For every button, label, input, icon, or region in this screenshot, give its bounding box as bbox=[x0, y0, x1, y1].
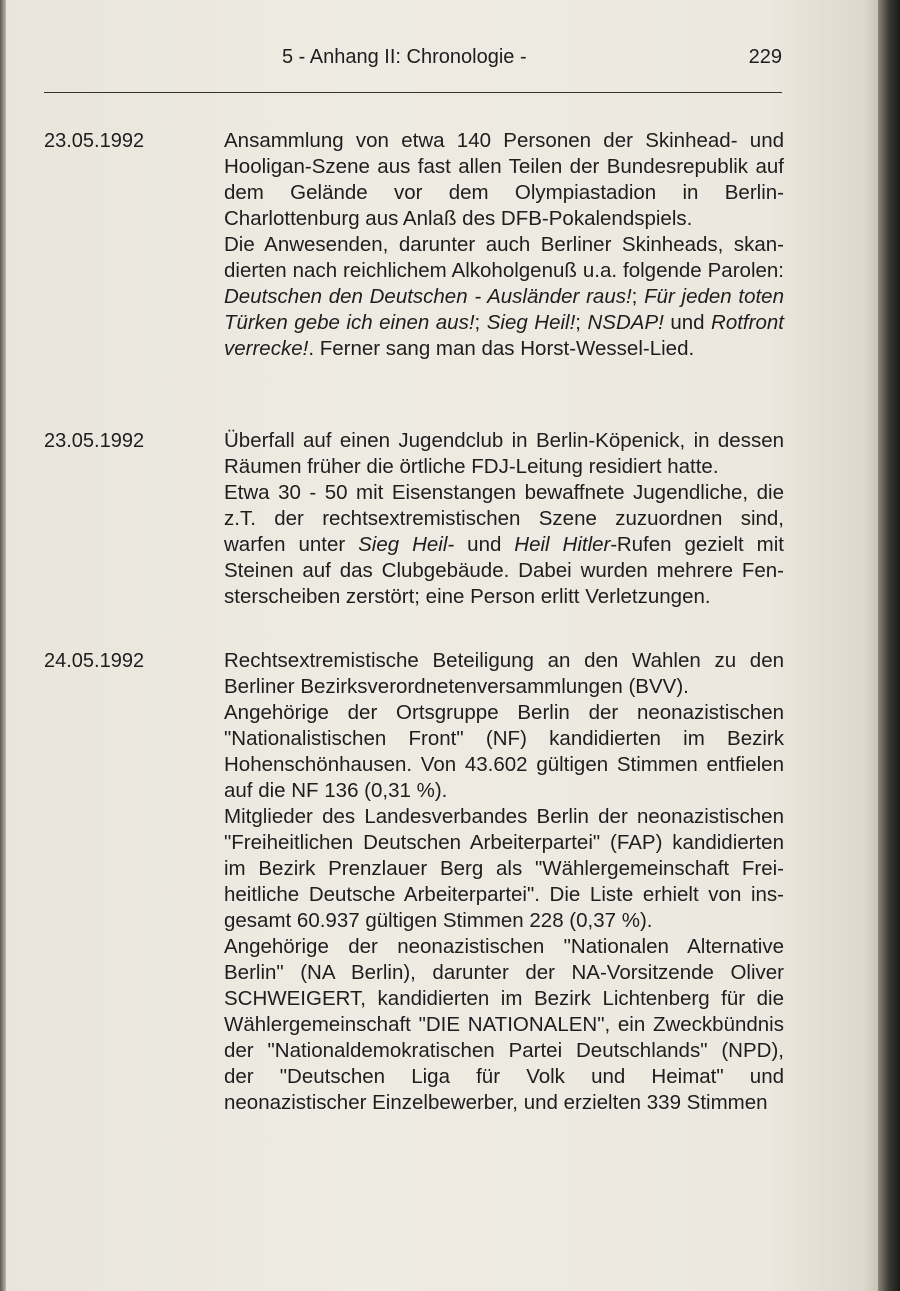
header-title: 5 - Anhang II: Chronologie - bbox=[282, 46, 527, 68]
slogan: Sieg Heil! bbox=[486, 311, 576, 334]
slogan: Für jeden toten Türken gebe ich einen aus! bbox=[224, 285, 784, 334]
slogan: Rotfront verrecke! bbox=[224, 311, 784, 360]
page-left-edge bbox=[0, 0, 6, 1291]
separator: ; bbox=[631, 285, 645, 308]
entry-paragraph: Rechtsextremistische Beteiligung an den Wahlen zu den Berliner Bezirksverordnetenversammlungen (BVV). bbox=[224, 649, 784, 698]
text-run: Rufen gezielt mit Steinen auf das Clubgebäude. Dabei wurden mehrere Fensterscheiben zerstört; eine Person erlitt Verletzungen. bbox=[224, 533, 784, 608]
book-spine-shadow bbox=[878, 0, 900, 1291]
text-run: Die Anwesenden, darunter auch Berliner Skinheads, skandierten nach reichlichem Alkoholgenuß u.a. folgende Parolen: bbox=[224, 233, 784, 282]
entry-paragraph: Angehörige der neonazistischen "Nationalen Alternative Berlin" (NA Berlin), darunter der NA-Vorsitzende Oliver SCHWEIGERT, kandidierten im Bezirk Lichtenberg für die Wählergemeinschaft "DIE NATIONALEN", ein Zweckbündnis der "Nationaldemokratischen Partei Deutschlands" (NPD), der "Deutschen Liga für Volk und Heimat" und neonazistischer Einzelbewerber, und erzielten 339 Stimmen bbox=[224, 935, 784, 1114]
entry-date: 23.05.1992 bbox=[44, 130, 145, 152]
slogan: Heil Hitler- bbox=[514, 533, 617, 556]
separator: ; bbox=[575, 311, 588, 334]
entry-text bbox=[224, 428, 784, 610]
text-run: . Ferner sang man das Horst-Wessel-Lied. bbox=[308, 337, 695, 360]
entry-paragraph bbox=[224, 232, 784, 362]
slogan: Deutschen den Deutschen - Ausländer raus! bbox=[224, 285, 632, 308]
entry-paragraph: Ansammlung von etwa 140 Personen der Skinhead- und Hooligan-Szene aus fast allen Teilen der Bundesrepublik auf dem Gelände vor dem Olympiastadion in Berlin-Charlottenburg aus Anlaß des DFB-Pokalendspiels. bbox=[224, 129, 784, 230]
separator: ; bbox=[474, 311, 487, 334]
entry-date: 24.05.1992 bbox=[44, 650, 145, 672]
entry-paragraph bbox=[224, 480, 784, 610]
header-rule bbox=[44, 92, 782, 93]
entry-paragraph: Mitglieder des Landesverbandes Berlin der neonazistischen "Freiheitlichen Deutschen Arbeiterpartei" (FAP) kandidierten im Bezirk Prenzlauer Berg als "Wählergemeinschaft Freiheitliche Deutsche Arbeiterpartei". Die Liste erhielt von insgesamt 60.937 gültigen Stimmen 228 (0,37 %). bbox=[224, 805, 784, 932]
text-run: und bbox=[454, 533, 515, 556]
running-header bbox=[220, 46, 790, 76]
page-number: 229 bbox=[748, 46, 782, 68]
entry-date: 23.05.1992 bbox=[44, 430, 145, 452]
slogan: NSDAP! bbox=[587, 311, 664, 334]
entry-paragraph: Angehörige der Ortsgruppe Berlin der neonazistischen "Nationalistischen Front" (NF) kandidierten im Bezirk Hohenschönhausen. Von 43.602 gültigen Stimmen entfielen auf die NF 136 (0,31 %). bbox=[224, 701, 784, 802]
entry-text bbox=[224, 648, 784, 1116]
entry-paragraph: Überfall auf einen Jugendclub in Berlin-Köpenick, in dessen Räumen früher die örtliche FDJ-Leitung residiert hatte. bbox=[224, 429, 784, 478]
text-run: Etwa 30 - 50 mit Eisenstangen bewaffnete Jugendliche, die z.T. der rechtsextremistischen Szene zuzuordnen sind, warfen unter bbox=[224, 481, 784, 556]
slogan: Sieg Heil- bbox=[358, 533, 455, 556]
text-run: und bbox=[663, 311, 712, 334]
entry-text bbox=[224, 128, 784, 362]
